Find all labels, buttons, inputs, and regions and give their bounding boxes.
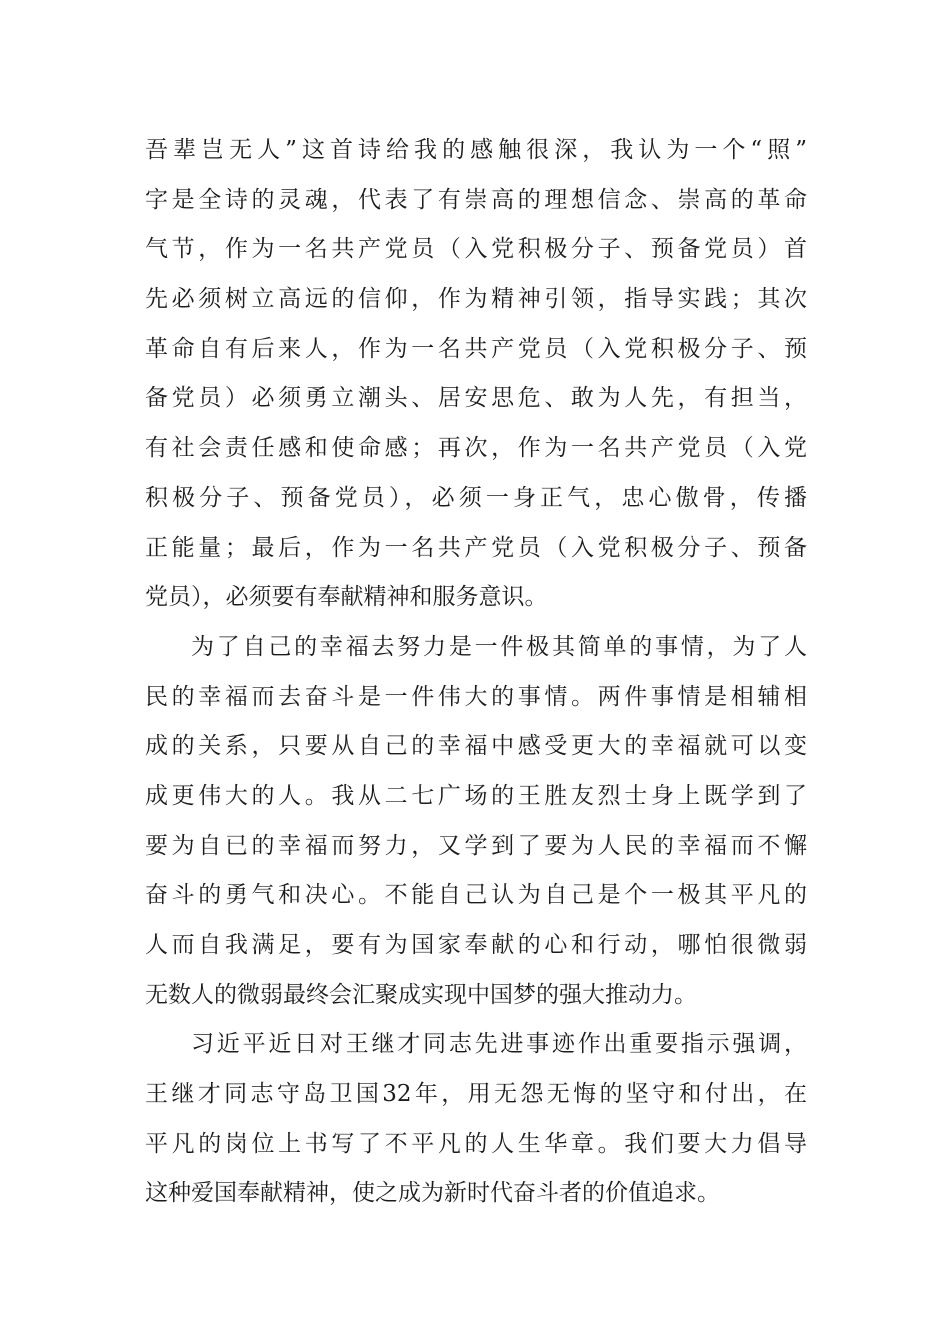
text-line: 备党员）必须勇立潮头、居安思危、敢为人先，有担当，: [145, 385, 807, 412]
text-line: 字是全诗的灵魂，代表了有崇高的理想信念、崇高的革命: [145, 186, 807, 213]
text-line: 要为自已的幸福而努力，又学到了要为人民的幸福而不懈: [145, 832, 807, 859]
text-line: 这种爱国奉献精神，使之成为新时代奋斗者的价值追求。: [145, 1180, 720, 1207]
text-line: 民的幸福而去奋斗是一件伟大的事情。两件事情是相辅相: [145, 683, 807, 710]
text-line: 党员），必须要有奉献精神和服务意识。: [145, 584, 548, 611]
text-line: 王继才同志守岛卫国32年，用无怨无悔的坚守和付出，在: [145, 1081, 807, 1108]
text-line: 无数人的微弱最终会汇聚成实现中国梦的强大推动力。: [145, 981, 697, 1008]
paragraph-1: [145, 126, 807, 623]
text-line: 为了自己的幸福去努力是一件极其简单的事情，为了人: [191, 633, 807, 660]
paragraph-2: [145, 623, 807, 1021]
text-line: 革命自有后来人，作为一名共产党员（入党积极分子、预: [145, 335, 807, 362]
text-line: 吾辈岂无人”这首诗给我的感触很深，我认为一个“照”: [145, 137, 807, 163]
text-line: 气节，作为一名共产党员（入党积极分子、预备党员）首: [145, 236, 807, 263]
text-line: 人而自我满足，要有为国家奉献的心和行动，哪怕很微弱: [145, 932, 807, 958]
text-line: 正能量；最后，作为一名共产党员（入党积极分子、预备: [145, 534, 807, 561]
text-line: 习近平近日对王继才同志先进事迹作出重要指示强调，: [191, 1031, 807, 1058]
paragraph-3: [145, 1020, 807, 1219]
text-line: 成的关系，只要从自己的幸福中感受更大的幸福就可以变: [145, 733, 807, 760]
text-line: 成更伟大的人。我从二七广场的王胜友烈士身上既学到了: [145, 782, 807, 809]
text-line: 有社会责任感和使命感；再次，作为一名共产党员（入党: [145, 435, 807, 462]
document-body: [145, 126, 807, 1219]
text-line: 先必须树立高远的信仰，作为精神引领，指导实践；其次: [145, 286, 807, 313]
text-line: 平凡的岗位上书写了不平凡的人生华章。我们要大力倡导: [145, 1130, 807, 1157]
text-line: 积极分子、预备党员），必须一身正气，忠心傲骨，传播: [145, 484, 807, 511]
text-line: 奋斗的勇气和决心。不能自己认为自己是个一极其平凡的: [145, 882, 807, 909]
